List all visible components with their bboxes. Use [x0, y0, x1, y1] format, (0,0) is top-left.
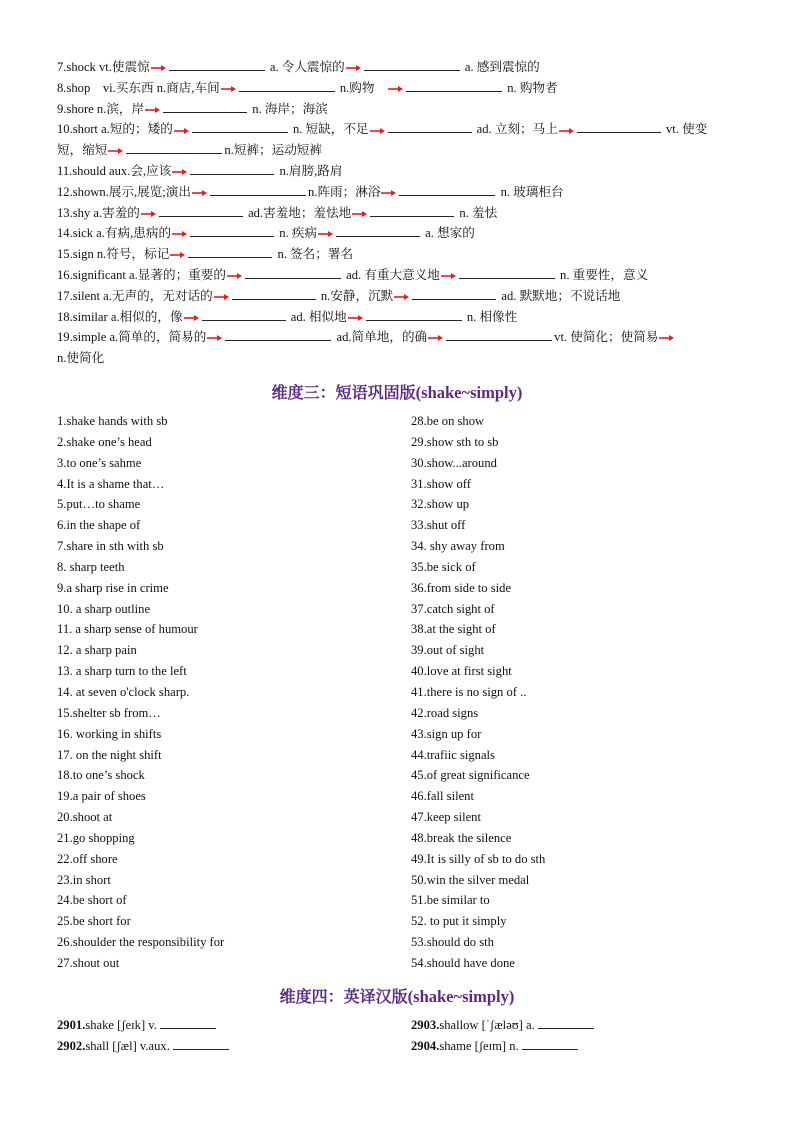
- phrase-item: 38.at the sight of: [411, 622, 496, 637]
- phrase-item: 17. on the night shift: [57, 747, 162, 762]
- wf-item-19-cont: [57, 348, 747, 369]
- arrow-icon: [172, 168, 187, 176]
- arrow-icon: [141, 210, 156, 218]
- answer-blank[interactable]: [192, 120, 288, 133]
- wf-form: n.短裤；运动短裤: [224, 143, 322, 158]
- wf-stem: 16.significant a.显著的；重要的: [57, 267, 226, 282]
- phrase-item: 32.show up: [411, 497, 470, 512]
- vocab-item: [411, 1015, 594, 1035]
- answer-blank[interactable]: [160, 1016, 216, 1029]
- vocab-word: shame [ʃeɪm] n.: [439, 1039, 519, 1053]
- wf-stem: 11.should aux.会,应该: [57, 163, 172, 178]
- section-3-range: (shake~simply): [415, 383, 523, 402]
- arrow-icon: [108, 147, 123, 155]
- wf-form: ad.害羞地；羞怯地: [248, 205, 352, 220]
- wf-item-8: [57, 78, 747, 99]
- arrow-icon: [174, 127, 189, 135]
- section-4-range: (shake~simply): [407, 987, 515, 1006]
- answer-blank[interactable]: [169, 58, 265, 71]
- arrow-icon: [346, 64, 361, 72]
- wf-item-15: [57, 244, 747, 265]
- wf-item-10-cont: [57, 140, 747, 161]
- wf-item-17: [57, 286, 747, 307]
- phrase-item: 34. shy away from: [411, 539, 505, 554]
- arrow-icon: [227, 272, 242, 280]
- phrase-item: 36.from side to side: [411, 580, 512, 595]
- wf-form: n.阵雨；淋浴: [308, 184, 381, 199]
- wf-stem: 14.sick a.有病,患病的: [57, 226, 172, 241]
- wf-stem: 12.shown.展示,展览;演出: [57, 184, 191, 199]
- phrase-item: 44.trafiic signals: [411, 747, 495, 762]
- answer-blank[interactable]: [538, 1016, 594, 1029]
- phrase-item: 37.catch sight of: [411, 601, 495, 616]
- wf-stem: 18.similar a.相似的，像: [57, 309, 183, 324]
- phrase-item: 20.shoot at: [57, 810, 113, 825]
- phrase-list-right: [411, 411, 751, 974]
- wf-form: a. 令人震惊的: [269, 60, 345, 74]
- arrow-icon: [207, 334, 222, 342]
- wf-item-10: [57, 119, 747, 140]
- phrase-item: 42.road signs: [411, 705, 479, 720]
- answer-blank[interactable]: [446, 328, 552, 341]
- wf-stem: 19.simple a.简单的，简易的: [57, 330, 207, 345]
- phrase-item: 22.off shore: [57, 851, 118, 866]
- arrow-icon: [394, 293, 409, 301]
- phrase-item: 47.keep silent: [411, 810, 481, 825]
- arrow-icon: [348, 314, 363, 322]
- wf-form: vt. 使变: [665, 122, 708, 137]
- phrase-item: 29.show sth to sb: [411, 434, 499, 449]
- arrow-icon: [170, 251, 185, 259]
- arrow-icon: [559, 127, 574, 135]
- phrase-item: 39.out of sight: [411, 643, 485, 658]
- wf-form: n. 玻璃柜台: [500, 184, 564, 199]
- answer-blank[interactable]: [190, 162, 274, 175]
- phrase-item: 35.be sick of: [411, 559, 476, 574]
- answer-blank[interactable]: [163, 100, 247, 113]
- answer-blank[interactable]: [522, 1037, 578, 1050]
- answer-blank[interactable]: [412, 287, 496, 300]
- vocab-item: [57, 1015, 216, 1035]
- section-3-title: 维度三：短语巩固版: [271, 383, 416, 402]
- vocab-number: 2902.: [57, 1039, 86, 1053]
- phrase-item: 6.in the shape of: [57, 518, 141, 533]
- phrase-item: 12. a sharp pain: [57, 643, 137, 658]
- wf-form: n. 购物者: [507, 80, 558, 95]
- vocab-number: 2901.: [57, 1018, 86, 1032]
- wf-item-18: [57, 307, 747, 328]
- arrow-icon: [221, 85, 236, 93]
- answer-blank[interactable]: [388, 120, 472, 133]
- vocab-word: shallow [ˈʃæləʊ] a.: [439, 1018, 535, 1032]
- section-4-title: 维度四：英译汉版: [279, 987, 408, 1006]
- answer-blank[interactable]: [225, 328, 331, 341]
- wf-form: n. 短缺，不足: [292, 122, 369, 137]
- arrow-icon: [184, 314, 199, 322]
- phrase-item: 11. a sharp sense of humour: [57, 622, 198, 637]
- wf-form: n. 羞怯: [459, 205, 498, 220]
- phrase-item: 27.shout out: [57, 955, 120, 970]
- wf-item-9: [57, 99, 747, 120]
- answer-blank[interactable]: [364, 58, 460, 71]
- wf-form: n. 疾病: [279, 226, 317, 241]
- wf-form: ad. 立刻；马上: [476, 122, 558, 137]
- phrase-item: 14. at seven o'clock sharp.: [57, 684, 190, 699]
- phrase-item: 50.win the silver medal: [411, 872, 530, 887]
- answer-blank[interactable]: [232, 287, 316, 300]
- word-formation-list: [57, 57, 747, 369]
- wf-stem: 7.shock vt.使震惊: [57, 60, 150, 74]
- wf-item-16: [57, 265, 747, 286]
- phrase-item: 4.It is a shame that…: [57, 476, 165, 491]
- phrase-item: 48.break the silence: [411, 830, 512, 845]
- phrase-item: 30.show...around: [411, 455, 497, 470]
- wf-form: vt. 使简化；使简易: [554, 330, 659, 345]
- wf-form: n. 相像性: [466, 309, 518, 324]
- phrase-item: 15.shelter sb from…: [57, 705, 161, 720]
- wf-item-12: [57, 182, 747, 203]
- wf-form: a. 想家的: [425, 226, 475, 241]
- arrow-icon: [428, 334, 443, 342]
- phrase-item: 25.be short for: [57, 914, 131, 929]
- phrase-item: 24.be short of: [57, 893, 127, 908]
- phrase-item: 31.show off: [411, 476, 471, 491]
- wf-form: ad.简单地，的确: [336, 330, 428, 345]
- wf-stem: 13.shy a.害羞的: [57, 205, 140, 220]
- phrase-item: 5.put…to shame: [57, 497, 141, 512]
- phrase-item: 1.shake hands with sb: [57, 414, 168, 428]
- section-3-heading: [0, 380, 794, 403]
- phrase-item: 19.a pair of shoes: [57, 789, 146, 804]
- phrase-item: 40.love at first sight: [411, 664, 512, 679]
- vocab-word: shake [ʃeɪk] v.: [85, 1018, 157, 1032]
- answer-blank[interactable]: [210, 183, 306, 196]
- answer-blank[interactable]: [336, 224, 420, 237]
- wf-form: 短，缩短: [57, 143, 108, 158]
- phrase-item: 7.share in sth with sb: [57, 539, 164, 554]
- answer-blank[interactable]: [366, 308, 462, 321]
- wf-stem: 15.sign n.符号，标记: [57, 247, 170, 262]
- phrase-list-left: [57, 411, 397, 974]
- wf-item-7: [57, 57, 747, 78]
- section-4-heading: [0, 984, 794, 1007]
- arrow-icon: [172, 230, 187, 238]
- wf-stem: 8.shop vi.买东西 n.商店,车间: [57, 80, 220, 95]
- answer-blank[interactable]: [126, 141, 222, 154]
- phrase-item: 43.sign up for: [411, 726, 482, 741]
- arrow-icon: [441, 272, 456, 280]
- wf-item-19: [57, 327, 747, 348]
- phrase-item: 41.there is no sign of ..: [411, 684, 527, 699]
- arrow-icon: [388, 85, 403, 93]
- vocab-number: 2904.: [411, 1039, 440, 1053]
- wf-form: n.使简化: [57, 351, 105, 366]
- phrase-item: 2.shake one’s head: [57, 434, 152, 449]
- answer-blank[interactable]: [577, 120, 661, 133]
- arrow-icon: [352, 210, 367, 218]
- wf-form: a. 感到震惊的: [464, 60, 540, 74]
- phrase-item: 28.be on show: [411, 414, 485, 428]
- arrow-icon: [659, 334, 674, 342]
- vocab-item: [411, 1036, 578, 1056]
- wf-form: ad. 相似地: [290, 309, 347, 324]
- answer-blank[interactable]: [202, 308, 286, 321]
- vocab-item: [57, 1036, 229, 1056]
- answer-blank[interactable]: [239, 79, 335, 92]
- phrase-item: 16. working in shifts: [57, 726, 162, 741]
- wf-item-13: [57, 203, 747, 224]
- answer-blank[interactable]: [190, 224, 274, 237]
- wf-stem: 9.shore n.滨，岸: [57, 101, 145, 116]
- answer-blank[interactable]: [459, 266, 555, 279]
- phrase-item: 10. a sharp outline: [57, 601, 151, 616]
- phrase-item: 53.should do sth: [411, 935, 494, 950]
- answer-blank[interactable]: [399, 183, 495, 196]
- wf-form: n. 重要性，意义: [560, 267, 649, 282]
- phrase-item: 33.shut off: [411, 518, 466, 533]
- wf-form: ad. 有重大意义地: [346, 267, 440, 282]
- phrase-item: 54.should have done: [411, 955, 515, 970]
- answer-blank[interactable]: [173, 1037, 229, 1050]
- phrase-item: 13. a sharp turn to the left: [57, 664, 187, 679]
- wf-item-11: [57, 161, 747, 182]
- arrow-icon: [370, 127, 385, 135]
- phrase-item: 3.to one’s sahme: [57, 455, 142, 470]
- answer-blank[interactable]: [245, 266, 341, 279]
- phrase-item: 45.of great significance: [411, 768, 530, 783]
- answer-blank[interactable]: [406, 79, 502, 92]
- arrow-icon: [381, 189, 396, 197]
- wf-stem: 10.short a.短的；矮的: [57, 122, 173, 137]
- arrow-icon: [145, 106, 160, 114]
- wf-form: ad. 默默地；不说话地: [501, 288, 621, 303]
- wf-form: n.安静，沉默: [320, 288, 394, 303]
- arrow-icon: [318, 230, 333, 238]
- vocab-word: shall [ʃæl] v.aux.: [85, 1039, 170, 1053]
- arrow-icon: [214, 293, 229, 301]
- phrase-item: 46.fall silent: [411, 789, 474, 804]
- answer-blank[interactable]: [370, 204, 454, 217]
- phrase-item: 49.It is silly of sb to do sth: [411, 851, 546, 866]
- phrase-item: 18.to one’s shock: [57, 768, 145, 783]
- wf-item-14: [57, 223, 747, 244]
- phrase-item: 51.be similar to: [411, 893, 490, 908]
- phrase-item: 23.in short: [57, 872, 111, 887]
- answer-blank[interactable]: [188, 245, 272, 258]
- phrase-item: 52. to put it simply: [411, 914, 507, 929]
- wf-form: n.购物: [339, 80, 375, 95]
- wf-stem: 17.silent a.无声的，无对话的: [57, 288, 213, 303]
- wf-form: n. 签名；署名: [277, 247, 354, 262]
- wf-form: n.肩膀,路肩: [279, 163, 343, 178]
- answer-blank[interactable]: [159, 204, 243, 217]
- wf-form: n. 海岸；海滨: [252, 101, 328, 116]
- arrow-icon: [192, 189, 207, 197]
- phrase-item: 9.a sharp rise in crime: [57, 580, 169, 595]
- phrase-item: 26.shoulder the responsibility for: [57, 935, 225, 950]
- phrase-item: 8. sharp teeth: [57, 559, 125, 574]
- phrase-item: 21.go shopping: [57, 830, 135, 845]
- vocab-number: 2903.: [411, 1018, 440, 1032]
- arrow-icon: [151, 64, 166, 72]
